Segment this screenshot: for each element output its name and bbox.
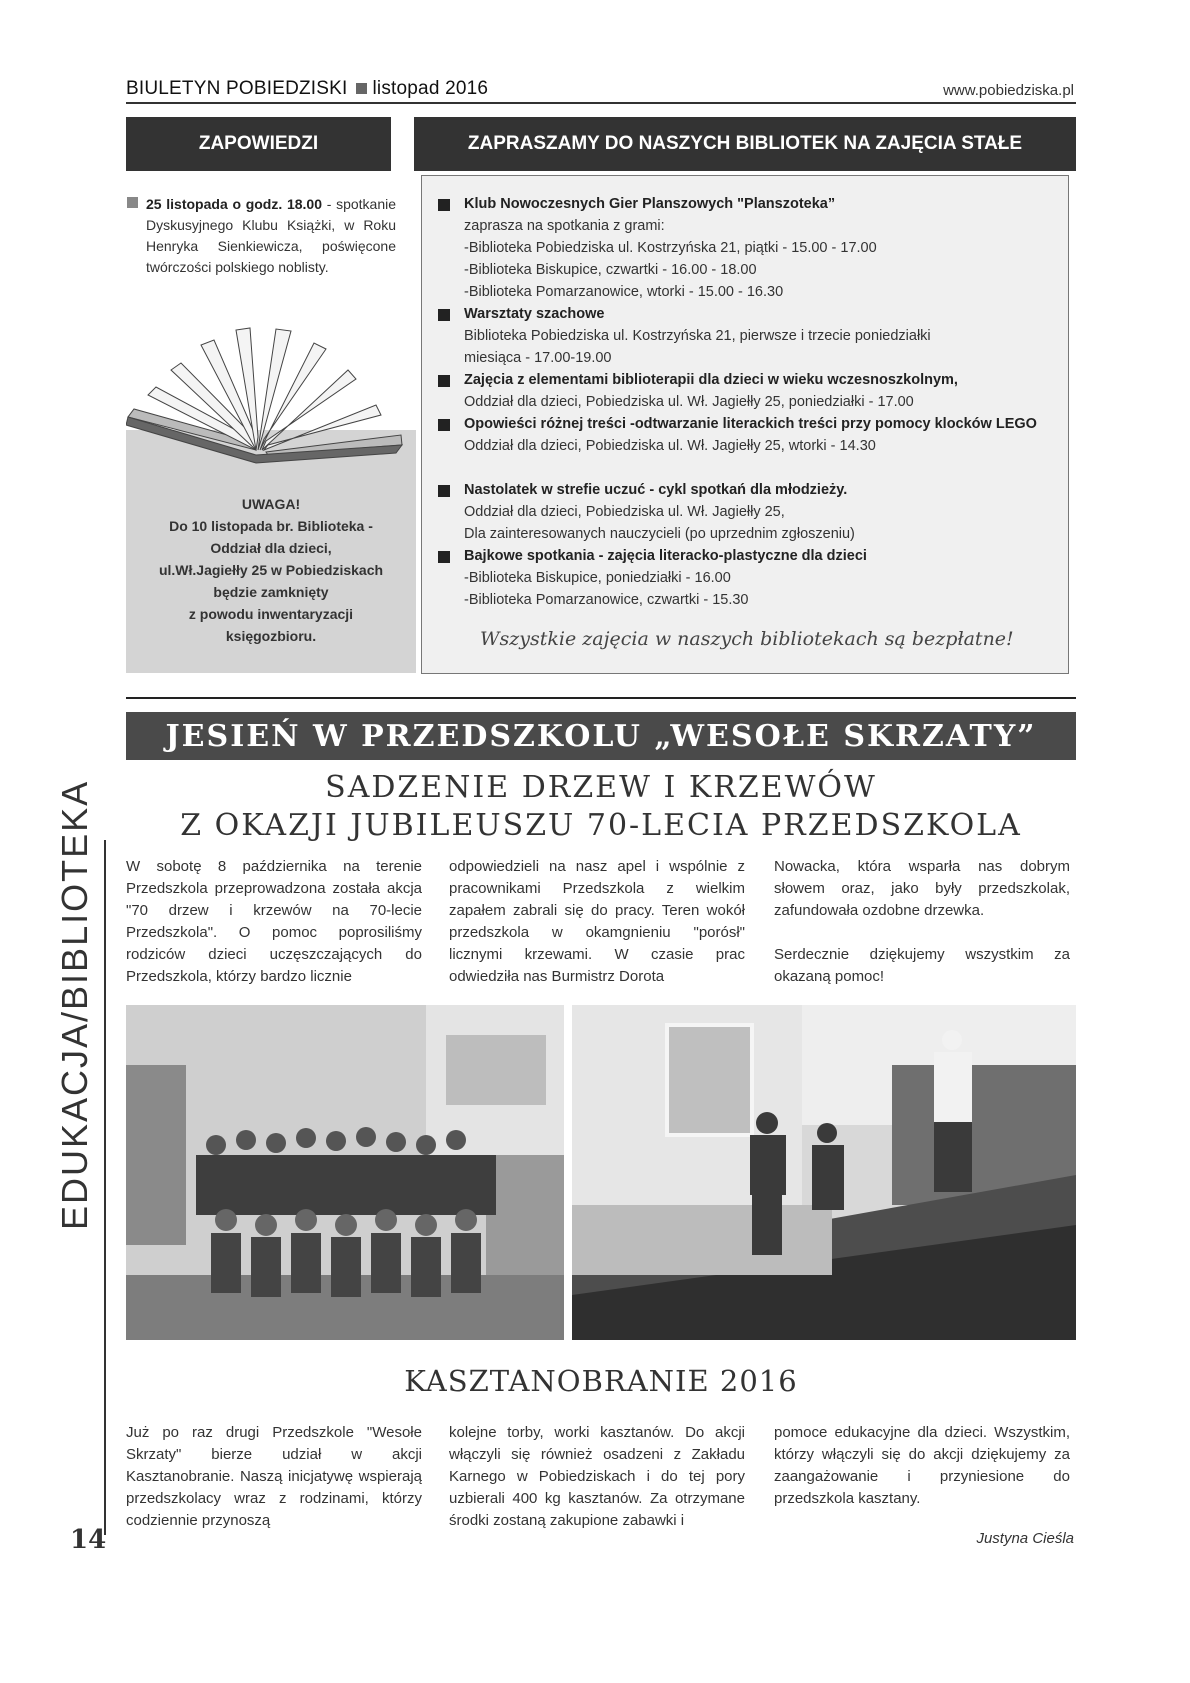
article2-column-3: pomoce edukacyjne dla dzieci. Wszystkim, którzy włączyli się do akcji dziękujemy za zaangażowanie i przyniesione do przedszkola kasztany.	[774, 1424, 1070, 1507]
activity-line: Oddział dla dzieci, Pobiedziska ul. Wł. Jagiełły 25, wtorki - 14.30	[464, 438, 876, 454]
photo-group-children	[126, 1005, 564, 1340]
header-divider	[126, 102, 1076, 104]
article1-heading-line1: SADZENIE DRZEW I KRZEWÓW	[325, 770, 877, 805]
section-divider	[126, 697, 1076, 699]
photo-planting	[572, 1005, 1076, 1340]
library-activity	[442, 413, 1057, 457]
free-classes-note: Wszystkie zajęcia w naszych bibliotekach są bezpłatne!	[480, 628, 1014, 650]
zapowiedzi-desc: - spotkanie Dyskusyjnego Klubu Książki, w Roku Henryka Sienkiewicza, poświęcone twórczości polskiego noblisty.	[146, 196, 397, 275]
uwaga-line: Oddział dla dzieci,	[210, 540, 332, 556]
side-divider	[104, 840, 106, 1535]
library-activity	[442, 479, 1057, 545]
square-icon	[356, 83, 367, 94]
uwaga-line: z powodu inwentaryzacji	[188, 606, 354, 622]
article1-col3-para2: Serdecznie dziękujemy wszystkim za okazaną pomoc!	[774, 946, 1070, 985]
bulletin-issue: listopad 2016	[372, 78, 489, 99]
bullet-icon	[438, 419, 450, 431]
library-activity	[442, 369, 1057, 413]
article1-column-1: W sobotę 8 października na terenie Przedszkola przeprowadzona została akcja "70 drzew i krzewów na 70-lecie Przedszkola". O pomoc poprosiliśmy rodziców dzieci uczęszczających do Przedszkola, którzy bardzo licznie	[126, 858, 422, 985]
activity-title: Warsztaty szachowe	[464, 306, 605, 322]
article1-heading-line2: Z OKAZJI JUBILEUSZU 70-LECIA PRZEDSZKOLA	[180, 808, 1022, 843]
uwaga-line: Do 10 listopada br. Biblioteka -	[169, 518, 373, 534]
article1-col3-para1: Nowacka, która wsparła nas dobrym słowem oraz, jako były przedszkolak, zafundowała ozdobne drzewka.	[774, 858, 1070, 919]
library-activity	[442, 303, 1057, 369]
activity-title: Zajęcia z elementami biblioterapii dla dzieci w wieku wczesnoszkolnym,	[464, 372, 958, 388]
activity-line: -Biblioteka Pomarzanowice, wtorki - 15.00 - 16.30	[464, 284, 784, 300]
uwaga-line: będzie zamknięty	[213, 584, 329, 600]
uwaga-line: ul.Wł.Jagiełły 25 w Pobiedziskach	[158, 562, 384, 578]
page-number: 14	[70, 1525, 107, 1555]
article2-column-2: kolejne torby, worki kasztanów. Do akcji włączyli się również osadzeni z Zakładu Karnego w Pobiedziskach i do tej pory uzbierali 400 kg kasztanów. Za otrzymane środki zostaną zakupione zabawki i	[449, 1424, 745, 1529]
bullet-icon	[127, 197, 138, 208]
article1-column-2: odpowiedzieli na nasz apel i wspólnie z pracownikami Przedszkola z wielkim zapałem zabrali się do pracy. Teren wokół przedszkola w okamgnieniu "porósł" licznymi krzewami. W czasie prac odwiedziła nas Burmistrz Dorota	[449, 858, 745, 985]
bullet-icon	[438, 485, 450, 497]
article-author: Justyna Cieśla	[976, 1530, 1074, 1547]
library-activity	[442, 193, 1057, 303]
activity-line: -Biblioteka Pobiedziska ul. Kostrzyńska 21, piątki - 15.00 - 17.00	[464, 240, 877, 256]
bulletin-title: BIULETYN POBIEDZISKI	[126, 78, 348, 99]
bullet-icon	[438, 551, 450, 563]
activity-line: Dla zainteresowanych nauczycieli (po uprzednim zgłoszeniu)	[464, 526, 855, 542]
activity-line: Oddział dla dzieci, Pobiedziska ul. Wł. Jagiełły 25,	[464, 504, 785, 520]
open-book-icon	[126, 325, 416, 475]
activity-line: -Biblioteka Pomarzanowice, czwartki - 15.30	[464, 592, 749, 608]
website-link[interactable]: www.pobiedziska.pl	[943, 82, 1074, 99]
zapowiedzi-text	[146, 194, 396, 278]
bullet-icon	[438, 199, 450, 211]
activity-line: -Biblioteka Biskupice, czwartki - 16.00 - 18.00	[464, 262, 757, 278]
side-section-label: EDUKACJA/BIBLIOTEKA	[54, 779, 95, 1230]
article2-column-1: Już po raz drugi Przedszkole "Wesołe Skrzaty" bierze udział w akcji Kasztanobranie. Naszą inicjatywę wspierają przedszkolacy wraz z rodzinami, którzy codziennie przynoszą	[126, 1424, 422, 1529]
bulletin-header	[126, 78, 488, 100]
uwaga-notice	[140, 493, 402, 647]
activity-line: zaprasza na spotkania z grami:	[464, 218, 665, 234]
uwaga-line: księgozbioru.	[225, 628, 317, 644]
activity-line: miesiąca - 17.00-19.00	[464, 350, 612, 366]
section-title: JESIEŃ W PRZEDSZKOLU „WESOŁE SKRZATY”	[126, 712, 1076, 760]
bullet-icon	[438, 309, 450, 321]
activity-title: Bajkowe spotkania - zajęcia literacko-plastyczne dla dzieci	[464, 548, 867, 564]
uwaga-line: UWAGA!	[241, 496, 301, 512]
biblioteki-heading: ZAPRASZAMY DO NASZYCH BIBLIOTEK NA ZAJĘCIA STAŁE	[414, 117, 1076, 171]
activity-line: -Biblioteka Biskupice, poniedziałki - 16.00	[464, 570, 731, 586]
article2-heading: KASZTANOBRANIE 2016	[404, 1364, 798, 1398]
activity-title: Klub Nowoczesnych Gier Planszowych "Planszoteka”	[464, 196, 836, 212]
activity-line: Biblioteka Pobiedziska ul. Kostrzyńska 21, pierwsze i trzecie poniedziałki	[464, 328, 931, 344]
zapowiedzi-date: 25 listopada o godz. 18.00	[146, 196, 322, 212]
zapowiedzi-heading: ZAPOWIEDZI	[126, 117, 391, 171]
bullet-icon	[438, 375, 450, 387]
activity-title: Opowieści różnej treści -odtwarzanie literackich treści przy pomocy klocków LEGO	[464, 416, 1037, 432]
activity-line: Oddział dla dzieci, Pobiedziska ul. Wł. Jagiełły 25, poniedziałki - 17.00	[464, 394, 914, 410]
article1-column-3	[774, 856, 1070, 988]
library-activity	[442, 545, 1057, 611]
activity-title: Nastolatek w strefie uczuć - cykl spotkań dla młodzieży.	[464, 482, 848, 498]
